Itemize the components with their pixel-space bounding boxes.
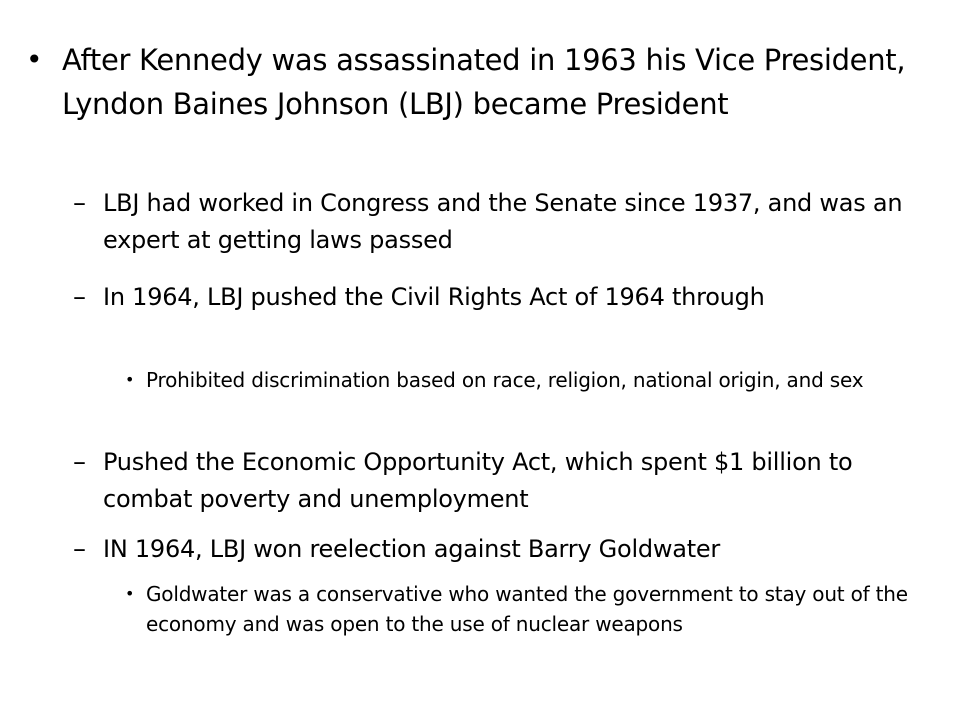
dash-marker: – xyxy=(73,534,86,564)
bullet-marker: • xyxy=(26,43,43,76)
bullet-level2-reelection xyxy=(73,531,925,568)
bullet-text: IN 1964, LBJ won reelection against Barry Goldwater xyxy=(103,535,720,563)
bullet-level2-civil-rights-act xyxy=(73,279,925,316)
bullet-level2-economic-opportunity-act xyxy=(73,444,925,518)
dash-marker: – xyxy=(73,447,86,477)
bullet-text: Prohibited discrimination based on race, religion, national origin, and sex xyxy=(146,368,864,392)
dash-marker: – xyxy=(73,282,86,312)
dash-marker: – xyxy=(73,188,86,218)
bullet-text: After Kennedy was assassinated in 1963 his Vice President, Lyndon Baines Johnson (LBJ) became President xyxy=(62,43,906,121)
bullet-level3-goldwater xyxy=(125,579,925,639)
bullet-text: In 1964, LBJ pushed the Civil Rights Act of 1964 through xyxy=(103,283,765,311)
bullet-text: Pushed the Economic Opportunity Act, which spent $1 billion to combat poverty and unemployment xyxy=(103,448,853,513)
bullet-level2-lbj-experience xyxy=(73,185,925,259)
bullet-marker: • xyxy=(125,370,135,389)
bullet-marker: • xyxy=(125,584,135,603)
bullet-level1-kennedy-assassination xyxy=(26,38,910,126)
bullet-text: LBJ had worked in Congress and the Senate since 1937, and was an expert at getting laws passed xyxy=(103,189,903,254)
bullet-level3-prohibited-discrimination xyxy=(125,365,925,395)
bullet-text: Goldwater was a conservative who wanted the government to stay out of the economy and was open to the use of nuclear weapons xyxy=(146,582,908,636)
